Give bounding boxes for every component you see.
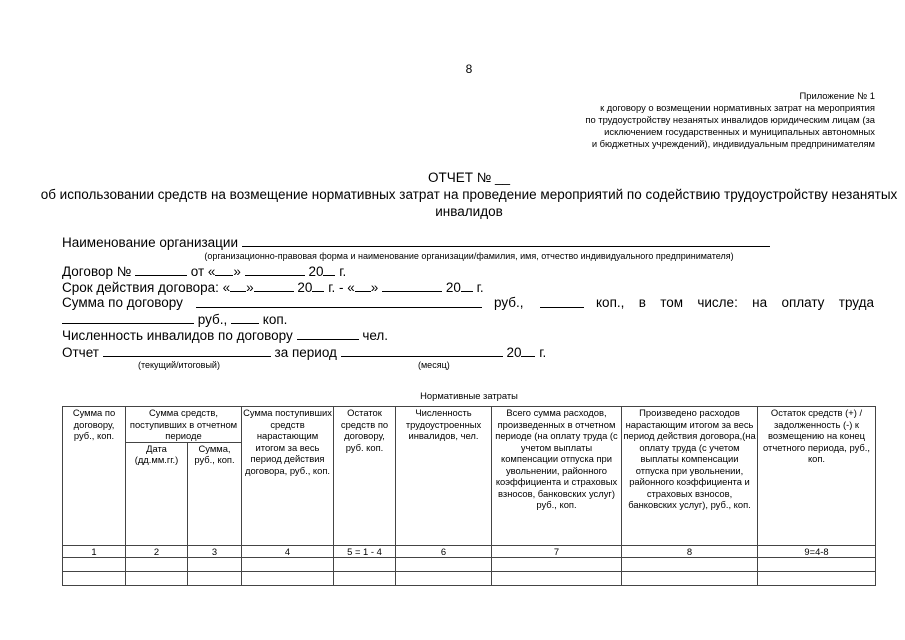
- page-number: 8: [465, 62, 473, 76]
- disabled-row: [62, 327, 388, 344]
- cell[interactable]: [492, 558, 622, 572]
- sum-kop-blank[interactable]: [540, 295, 584, 308]
- quote-close-2: »: [246, 280, 254, 295]
- header-contract-sum: Сумма по договору, руб., коп.: [63, 407, 126, 546]
- sum-including-label: коп., в том числе: на оплату труда: [596, 295, 874, 310]
- col-number-7: 7: [492, 545, 622, 558]
- quote-close: »: [233, 264, 241, 279]
- year-suffix-3: г.: [539, 345, 547, 360]
- appendix-line-2: к договору о возмещении нормативных затрат на мероприятия: [600, 102, 875, 113]
- current-note: (текущий/итоговый): [138, 360, 220, 370]
- cell[interactable]: [492, 572, 622, 586]
- header-balance-debt: Остаток средств (+) / задолженность (-) к возмещению на конец отчетного периода, руб., коп.: [758, 407, 876, 546]
- contract-year-blank[interactable]: [323, 263, 335, 276]
- cell[interactable]: [396, 572, 492, 586]
- header-received-cumulative: Сумма поступивших средств нарастающим итогом за весь период действия договора, руб., коп.: [242, 407, 334, 546]
- sum-label: Сумма по договору: [62, 295, 183, 310]
- report-label: Отчет: [62, 345, 99, 360]
- header-received-group: Сумма средств, поступивших в отчетном периоде: [126, 407, 242, 443]
- header-contract-balance: Остаток средств по договору, руб. коп.: [334, 407, 396, 546]
- col-number-3: 3: [188, 545, 242, 558]
- cell[interactable]: [758, 572, 876, 586]
- col-number-4: 4: [242, 545, 334, 558]
- col-number-9: 9=4-8: [758, 545, 876, 558]
- valid-from-month-blank[interactable]: [254, 279, 294, 292]
- col-number-1: 1: [63, 545, 126, 558]
- labor-kop-label: коп.: [262, 312, 288, 327]
- valid-to-day-blank[interactable]: [355, 279, 371, 292]
- month-note: (месяц): [418, 360, 450, 370]
- appendix-line-5: и бюджетных учреждений), индивидуальным предпринимателям: [591, 138, 875, 149]
- header-employed-count: Численность трудоустроенных инвалидов, чел.: [396, 407, 492, 546]
- period-label: за период: [274, 345, 337, 360]
- header-date: Дата (дд.мм.гг.): [126, 442, 188, 545]
- report-row: [62, 344, 546, 361]
- valid-from-day-blank[interactable]: [230, 279, 246, 292]
- contract-day-blank[interactable]: [215, 263, 233, 276]
- cell[interactable]: [63, 572, 126, 586]
- report-title: ОТЧЕТ № __: [428, 170, 510, 185]
- org-name-blank[interactable]: [242, 234, 770, 247]
- labor-rub-label: руб.,: [197, 312, 228, 327]
- contract-label: Договор №: [62, 264, 132, 279]
- validity-label: Срок действия договора: «: [62, 280, 231, 295]
- table-caption: Нормативные затраты: [420, 390, 518, 401]
- year-prefix-3: 20: [445, 280, 461, 295]
- appendix-line-3: по трудоустройству незанятых инвалидов юридическим лицам (за: [585, 114, 875, 125]
- cell[interactable]: [126, 572, 188, 586]
- labor-row: [62, 311, 287, 328]
- col-number-6: 6: [396, 545, 492, 558]
- labor-rub-blank[interactable]: [62, 311, 194, 324]
- cell[interactable]: [188, 572, 242, 586]
- org-label: Наименование организации: [62, 235, 238, 250]
- valid-from-year-blank[interactable]: [312, 279, 324, 292]
- cell[interactable]: [63, 558, 126, 572]
- year-prefix-2: 20: [297, 280, 313, 295]
- sum-rub-label: руб.,: [494, 295, 524, 310]
- cell[interactable]: [188, 558, 242, 572]
- year-suffix: г.: [339, 264, 347, 279]
- contract-row: [62, 263, 346, 280]
- validity-row: [62, 279, 484, 296]
- costs-table: [62, 406, 876, 586]
- valid-to-month-blank[interactable]: [382, 279, 442, 292]
- persons-label: чел.: [362, 328, 389, 343]
- year-prefix-4: 20: [506, 345, 522, 360]
- org-note: (организационно-правовая форма и наименование организации/фамилия, имя, отчество индивидуального предпринимателя): [204, 251, 734, 261]
- appendix-note: [585, 90, 875, 150]
- cell[interactable]: [334, 572, 396, 586]
- contract-month-blank[interactable]: [245, 263, 305, 276]
- report-type-blank[interactable]: [103, 344, 271, 357]
- table-row: [63, 572, 876, 586]
- labor-kop-blank[interactable]: [231, 311, 259, 324]
- cell[interactable]: [396, 558, 492, 572]
- cell[interactable]: [242, 558, 334, 572]
- period-month-blank[interactable]: [341, 344, 503, 357]
- org-row: [62, 234, 770, 251]
- appendix-line-4: исключением государственных и муниципальных автономных: [604, 126, 875, 137]
- report-subtitle: об использовании средств на возмещение нормативных затрат на проведение мероприятий по содействию трудоустройству незанятых инвалидов: [40, 187, 898, 219]
- disabled-count-blank[interactable]: [297, 327, 359, 340]
- col-number-8: 8: [622, 545, 758, 558]
- cell[interactable]: [242, 572, 334, 586]
- cell[interactable]: [126, 558, 188, 572]
- disabled-label: Численность инвалидов по договору: [62, 328, 293, 343]
- period-year-blank[interactable]: [521, 344, 535, 357]
- header-received-sum: Сумма, руб., коп.: [188, 442, 242, 545]
- header-period-expenses: Всего сумма расходов, произведенных в отчетном периоде (на оплату труда (с учетом выплаты компенсации отпуска при увольнении, районного коэффициента и страховых взносов, банковских услуг) руб., коп.: [492, 407, 622, 546]
- sum-rub-blank[interactable]: [196, 295, 482, 308]
- contract-number-blank[interactable]: [135, 263, 187, 276]
- col-number-2: 2: [126, 545, 188, 558]
- dash-label: г. - «: [328, 280, 355, 295]
- col-number-5: 5 = 1 - 4: [334, 545, 396, 558]
- from-label: от «: [190, 264, 216, 279]
- header-cumulative-expenses: Произведено расходов нарастающим итогом за весь период действия договора,(на оплату труда (с учетом выплаты компенсации отпуска при увольнении, районного коэффициента и страховых взносов, банковских услуг), руб., коп.: [622, 407, 758, 546]
- cell[interactable]: [758, 558, 876, 572]
- year-suffix-2: г.: [476, 280, 484, 295]
- table-row: [63, 558, 876, 572]
- cell[interactable]: [622, 558, 758, 572]
- valid-to-year-blank[interactable]: [461, 279, 473, 292]
- cell[interactable]: [334, 558, 396, 572]
- quote-close-3: »: [370, 280, 379, 295]
- appendix-line-1: Приложение № 1: [799, 90, 875, 101]
- year-prefix: 20: [308, 264, 324, 279]
- cell[interactable]: [622, 572, 758, 586]
